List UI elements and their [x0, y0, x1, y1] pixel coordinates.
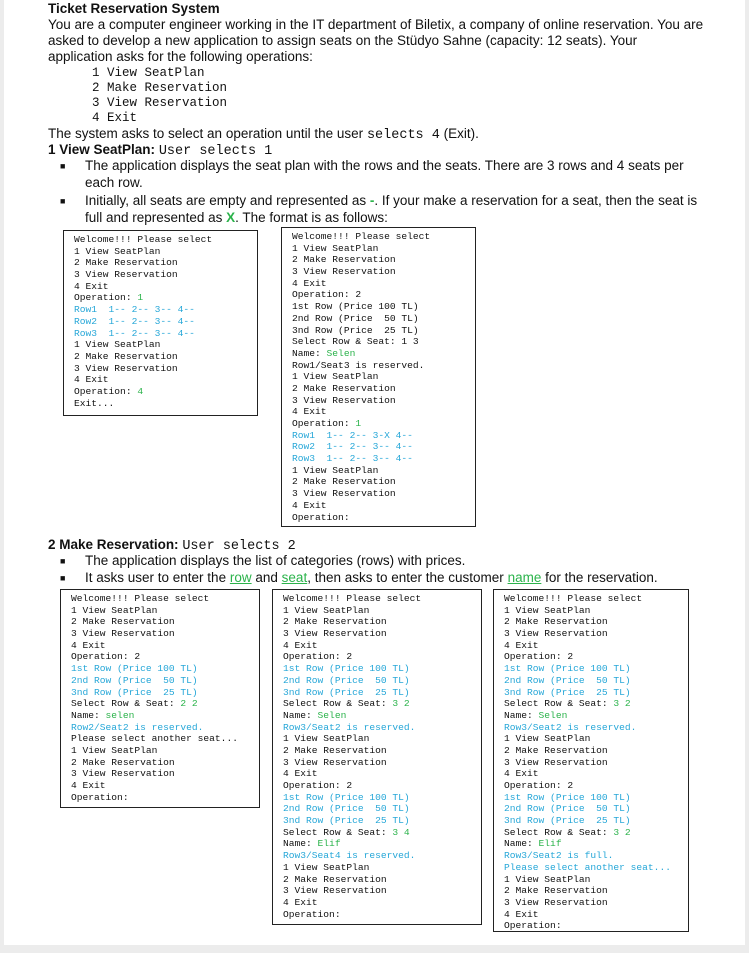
console-text: 2nd Row (Price 50 TL): [71, 674, 198, 686]
console-text: Row2 1-- 2-- 3-- 4--: [74, 315, 195, 327]
bullet-icon: ■: [60, 573, 66, 583]
console-line: [74, 269, 257, 281]
console-line: [504, 792, 688, 804]
console-line: [283, 780, 481, 792]
console-text: 1 View SeatPlan: [74, 245, 161, 257]
console-text: Row1 1-- 2-- 3-- 4--: [74, 304, 195, 316]
section2-code: User selects 2: [182, 539, 296, 554]
console-text: 3nd Row (Price 25 TL): [504, 686, 631, 698]
console-line: [74, 363, 257, 375]
s2-bullet2-text-a: It asks user to enter the: [85, 570, 227, 585]
console-text: Welcome!!! Please select: [71, 593, 210, 604]
console-text: 4 Exit: [504, 768, 539, 780]
console-text: Operation: 2: [283, 780, 353, 791]
console-line: [504, 640, 688, 652]
console-text: 3nd Row (Price 25 TL): [71, 686, 198, 698]
console-line: [504, 897, 688, 909]
console-text: 1 View SeatPlan: [74, 339, 161, 351]
name-word: name: [507, 570, 542, 585]
doc-title: Ticket Reservation System: [48, 1, 220, 16]
console-line: [71, 651, 259, 663]
console-line: [283, 745, 481, 757]
console-line: [292, 418, 475, 430]
console-text: Welcome!!! Please select: [74, 234, 213, 245]
operations-list: [92, 66, 227, 126]
console-line: [71, 757, 259, 769]
console-text: 3 View Reservation: [283, 628, 387, 640]
console-text: 1st Row (Price 100 TL): [504, 791, 631, 803]
console-line: [74, 281, 257, 293]
console-text: 4 Exit: [292, 277, 327, 289]
console-text: 3 4: [392, 826, 410, 838]
console-text: 2 Make Reservation: [283, 873, 387, 885]
console-text: Operation: 2: [504, 651, 574, 663]
console-example-view-seatplan: [63, 230, 258, 416]
console-line: [292, 488, 475, 500]
console-text: 1st Row (Price 100 TL): [283, 663, 410, 675]
console-line: [504, 687, 688, 699]
system-end: (Exit).: [443, 126, 479, 141]
console-line: [283, 862, 481, 874]
console-text: 3 View Reservation: [71, 628, 175, 640]
section1-bullet2: [85, 192, 707, 226]
section2-bullet2: [85, 569, 725, 586]
console-text: Elif: [538, 838, 562, 850]
console-line: [71, 733, 259, 745]
console-text: 1st Row (Price 100 TL): [504, 663, 631, 675]
console-line: [283, 593, 481, 605]
console-text: 2 Make Reservation: [283, 744, 387, 756]
section1-bullet1: The application displays the seat plan with the rows and the seats. There are 3 rows and 4 seats per each row.: [85, 158, 684, 190]
console-text: 3 View Reservation: [292, 266, 396, 278]
bullet2-text-b: . If your make a reservation for a seat, then the seat is full and represented as: [85, 193, 698, 225]
console-text: Row3 1-- 2-- 3-- 4--: [292, 453, 413, 465]
console-line: [283, 897, 481, 909]
console-line: [292, 254, 475, 266]
console-text: 1 View SeatPlan: [292, 464, 379, 476]
console-text: Select Row & Seat:: [71, 698, 181, 710]
console-line: [71, 675, 259, 687]
bullet2-text-a: Initially, all seats are empty and represented as: [85, 193, 367, 208]
console-text: Select Row & Seat:: [504, 826, 614, 838]
console-text: Name:: [283, 709, 318, 721]
s2-bullet2-text-b: , then asks to enter the customer: [307, 570, 504, 585]
bullet2-text-c: . The format is as follows:: [235, 210, 388, 225]
document-page: [4, 0, 745, 945]
console-line: [74, 328, 257, 340]
console-text: 1 View SeatPlan: [283, 861, 370, 873]
console-line: [504, 815, 688, 827]
console-line: [283, 803, 481, 815]
console-line: [504, 745, 688, 757]
console-text: 2nd Row (Price 50 TL): [283, 674, 410, 686]
console-line: [283, 651, 481, 663]
console-line: [74, 246, 257, 258]
section2-bullet1: The application displays the list of categories (rows) with prices.: [85, 553, 466, 568]
console-line: [283, 757, 481, 769]
console-text: 1st Row (Price 100 TL): [71, 663, 198, 675]
console-text: Operation:: [283, 908, 341, 920]
console-text: Operation:: [71, 791, 129, 803]
console-text: 2 Make Reservation: [504, 885, 608, 897]
console-line: [504, 733, 688, 745]
console-line: [71, 722, 259, 734]
console-text: 1 View SeatPlan: [292, 371, 379, 383]
console-line: [283, 640, 481, 652]
console-line: [74, 339, 257, 351]
console-line: [292, 383, 475, 395]
console-text: 1: [355, 418, 362, 429]
console-line: [283, 909, 481, 921]
console-text: 1 View SeatPlan: [283, 604, 370, 616]
console-line: [283, 663, 481, 675]
console-line: [292, 348, 475, 360]
console-text: Select Row & Seat:: [283, 698, 393, 710]
console-text: 2 Make Reservation: [504, 616, 608, 628]
console-text: Row3/Seat2 is full.: [504, 850, 614, 862]
s2-bullet2-text-c: for the reservation.: [545, 570, 658, 585]
console-text: Row3/Seat4 is reserved.: [283, 850, 416, 862]
console-text: 3 View Reservation: [504, 756, 608, 768]
console-line: [504, 593, 688, 605]
console-text: 2 Make Reservation: [71, 756, 175, 768]
console-text: Operation: 2: [292, 289, 362, 301]
console-line: [283, 850, 481, 862]
console-line: [292, 325, 475, 337]
console-text: 2 Make Reservation: [292, 382, 396, 394]
console-line: [71, 616, 259, 628]
console-line: [283, 698, 481, 710]
console-text: Operation:: [504, 920, 562, 932]
console-line: [74, 257, 257, 269]
console-text: 3nd Row (Price 25 TL): [292, 324, 419, 336]
console-text: 3 View Reservation: [504, 628, 608, 640]
console-line: [283, 605, 481, 617]
console-line: [504, 920, 688, 932]
console-line: [504, 874, 688, 886]
console-line: [292, 371, 475, 383]
console-text: selen: [105, 709, 135, 721]
console-text: 1 View SeatPlan: [504, 733, 591, 745]
console-text: 2nd Row (Price 50 TL): [504, 803, 631, 815]
console-line: [504, 710, 688, 722]
console-line: [292, 360, 475, 372]
console-line: [292, 395, 475, 407]
console-text: Name:: [292, 347, 327, 359]
console-text: Name:: [504, 838, 539, 850]
console-line: [504, 885, 688, 897]
console-text: Operation: 2: [504, 780, 574, 791]
console-line: [504, 909, 688, 921]
section2-title: 2 Make Reservation:: [48, 537, 179, 552]
console-text: Welcome!!! Please select: [292, 231, 431, 242]
console-line: [292, 231, 475, 243]
operation-item: 2 Make Reservation: [92, 81, 228, 95]
console-text: 3 View Reservation: [71, 768, 175, 780]
console-line: [283, 710, 481, 722]
console-line: [292, 441, 475, 453]
console-text: Row3 1-- 2-- 3-- 4--: [74, 327, 195, 339]
console-text: 2nd Row (Price 50 TL): [504, 674, 631, 686]
console-line: [74, 292, 257, 304]
console-line: [504, 616, 688, 628]
system-text: The system asks to select an operation until the user: [48, 126, 364, 141]
console-text: Row2 1-- 2-- 3-- 4--: [292, 441, 413, 453]
console-text: 1 View SeatPlan: [504, 604, 591, 616]
console-line: [292, 278, 475, 290]
console-text: 2 Make Reservation: [71, 616, 175, 628]
console-text: Name:: [504, 709, 539, 721]
section1-code: User selects 1: [158, 144, 273, 159]
console-text: 2 Make Reservation: [504, 744, 608, 756]
console-line: [71, 698, 259, 710]
system-code: selects 4: [366, 128, 440, 143]
console-text: 3 View Reservation: [283, 756, 387, 768]
console-text: 3 View Reservation: [74, 362, 178, 374]
console-line: [71, 780, 259, 792]
console-line: [292, 289, 475, 301]
console-text: Selen: [538, 709, 568, 721]
console-line: [292, 465, 475, 477]
console-text: Row2/Seat2 is reserved.: [71, 721, 204, 733]
console-text: 1st Row (Price 100 TL): [292, 301, 419, 313]
bullet-icon: ■: [60, 556, 66, 566]
console-text: 3 2: [613, 698, 631, 710]
console-line: [74, 316, 257, 328]
console-line: [504, 862, 688, 874]
console-line: [283, 722, 481, 734]
console-line: [71, 768, 259, 780]
bullet-icon: ■: [60, 196, 66, 206]
console-line: [74, 386, 257, 398]
console-text: 3 2: [613, 826, 631, 838]
console-line: [283, 768, 481, 780]
console-text: Operation: 2: [71, 651, 141, 663]
console-text: 2nd Row (Price 50 TL): [292, 312, 419, 324]
console-line: [504, 757, 688, 769]
console-line: [74, 374, 257, 386]
console-text: 3 View Reservation: [292, 394, 396, 406]
console-text: 4 Exit: [71, 780, 106, 791]
console-text: 1 View SeatPlan: [71, 604, 158, 616]
console-example-reserve-two: [272, 589, 482, 925]
console-line: [283, 733, 481, 745]
console-text: Row3/Seat2 is reserved.: [283, 721, 416, 733]
console-line: [283, 628, 481, 640]
console-line: [283, 675, 481, 687]
console-line: [292, 453, 475, 465]
console-line: [71, 663, 259, 675]
console-text: Operation:: [74, 385, 138, 397]
console-line: [71, 687, 259, 699]
console-text: Welcome!!! Please select: [504, 593, 643, 604]
console-text: Select Row & Seat:: [504, 698, 614, 710]
console-line: [504, 850, 688, 862]
console-line: [71, 710, 259, 722]
console-line: [504, 663, 688, 675]
console-text: 3nd Row (Price 25 TL): [283, 815, 410, 827]
console-text: Name:: [283, 838, 318, 850]
console-text: Elif: [317, 838, 341, 850]
empty-seat-symbol: -: [369, 193, 375, 208]
console-text: Row1/Seat3 is reserved.: [292, 359, 425, 371]
console-line: [504, 803, 688, 815]
console-line: [292, 406, 475, 418]
console-line: [504, 838, 688, 850]
and-word: and: [255, 570, 278, 585]
console-text: 3 View Reservation: [504, 896, 608, 908]
console-text: 4 Exit: [283, 768, 318, 780]
console-line: [71, 593, 259, 605]
console-text: 2 Make Reservation: [74, 257, 178, 269]
seat-word: seat: [281, 570, 308, 585]
console-text: 4: [137, 385, 144, 397]
console-text: 1 View SeatPlan: [292, 242, 379, 254]
console-line: [504, 675, 688, 687]
operation-item: 1 View SeatPlan: [92, 66, 205, 80]
console-example-reserve-one: [60, 589, 260, 808]
console-text: 3nd Row (Price 25 TL): [283, 686, 410, 698]
row-word: row: [229, 570, 252, 585]
console-line: [283, 792, 481, 804]
console-text: 1 View SeatPlan: [71, 744, 158, 756]
console-text: Operation: 2: [283, 651, 353, 663]
console-text: 3 View Reservation: [74, 269, 178, 281]
console-text: Operation:: [74, 292, 138, 304]
console-line: [292, 430, 475, 442]
console-line: [71, 792, 259, 804]
console-line: [292, 512, 475, 524]
console-line: [71, 640, 259, 652]
console-text: 4 Exit: [504, 908, 539, 920]
console-text: Welcome!!! Please select: [283, 593, 422, 604]
console-line: [283, 616, 481, 628]
console-text: 1st Row (Price 100 TL): [283, 791, 410, 803]
console-line: [283, 815, 481, 827]
console-text: 2 Make Reservation: [292, 476, 396, 488]
console-text: Row1 1-- 2-- 3-X 4--: [292, 429, 413, 441]
console-line: [74, 398, 257, 410]
console-text: 1: [137, 292, 144, 304]
intro-paragraph: You are a computer engineer working in the IT department of Biletix, a company of online reservation. You are asked to develop a new application to assign seats on the Stüdyo Sahne (capacity: 12 seats). Your application asks for the following operations:: [48, 17, 704, 64]
bullet-icon: ■: [60, 161, 66, 171]
console-text: 2 Make Reservation: [74, 350, 178, 362]
console-text: 4 Exit: [292, 499, 327, 511]
console-text: 4 Exit: [283, 639, 318, 651]
console-line: [74, 351, 257, 363]
console-line: [292, 266, 475, 278]
console-line: [504, 628, 688, 640]
console-line: [283, 687, 481, 699]
console-line: [74, 234, 257, 246]
console-line: [292, 243, 475, 255]
console-line: [283, 885, 481, 897]
console-line: [283, 827, 481, 839]
console-line: [504, 698, 688, 710]
console-line: [71, 745, 259, 757]
console-text: Select Row & Seat: 1 3: [292, 336, 419, 348]
console-line: [504, 651, 688, 663]
console-text: 1 View SeatPlan: [504, 873, 591, 885]
console-text: Please select another seat...: [504, 861, 671, 873]
console-text: 4 Exit: [292, 406, 327, 418]
console-text: 3 View Reservation: [283, 885, 387, 897]
console-line: [292, 500, 475, 512]
console-line: [71, 628, 259, 640]
console-text: Name:: [71, 709, 106, 721]
console-text: Selen: [326, 347, 356, 359]
console-text: Please select another seat...: [71, 733, 238, 745]
console-line: [283, 838, 481, 850]
console-line: [504, 827, 688, 839]
console-text: Operation:: [292, 511, 350, 523]
console-text: 2 2: [180, 698, 198, 710]
console-text: 4 Exit: [71, 639, 106, 651]
console-text: 2 Make Reservation: [292, 254, 396, 266]
console-line: [283, 874, 481, 886]
console-text: 3 2: [392, 698, 410, 710]
console-line: [504, 768, 688, 780]
console-text: 2nd Row (Price 50 TL): [283, 803, 410, 815]
console-text: 4 Exit: [74, 280, 109, 292]
console-example-reserve-and-view: [281, 227, 476, 527]
console-text: 2 Make Reservation: [283, 616, 387, 628]
console-line: [504, 722, 688, 734]
console-line: [292, 336, 475, 348]
section1-title: 1 View SeatPlan:: [48, 142, 156, 157]
console-example-seat-full: [493, 589, 689, 932]
operation-item: 4 Exit: [92, 111, 138, 125]
console-text: Exit...: [74, 397, 115, 409]
operation-item: 3 View Reservation: [92, 96, 228, 110]
console-text: 4 Exit: [74, 374, 109, 386]
console-line: [504, 605, 688, 617]
console-line: [71, 605, 259, 617]
console-line: [504, 780, 688, 792]
console-line: [292, 313, 475, 325]
console-text: 3nd Row (Price 25 TL): [504, 815, 631, 827]
console-line: [74, 304, 257, 316]
console-text: 4 Exit: [504, 639, 539, 651]
console-text: 3 View Reservation: [292, 488, 396, 500]
full-seat-symbol: X: [226, 210, 236, 225]
console-text: 1 View SeatPlan: [283, 733, 370, 745]
console-text: Operation:: [292, 418, 356, 429]
console-text: Select Row & Seat:: [283, 826, 393, 838]
console-line: [292, 476, 475, 488]
console-line: [292, 301, 475, 313]
console-text: Selen: [317, 709, 347, 721]
console-text: Row3/Seat2 is reserved.: [504, 721, 637, 733]
console-text: 4 Exit: [283, 896, 318, 908]
